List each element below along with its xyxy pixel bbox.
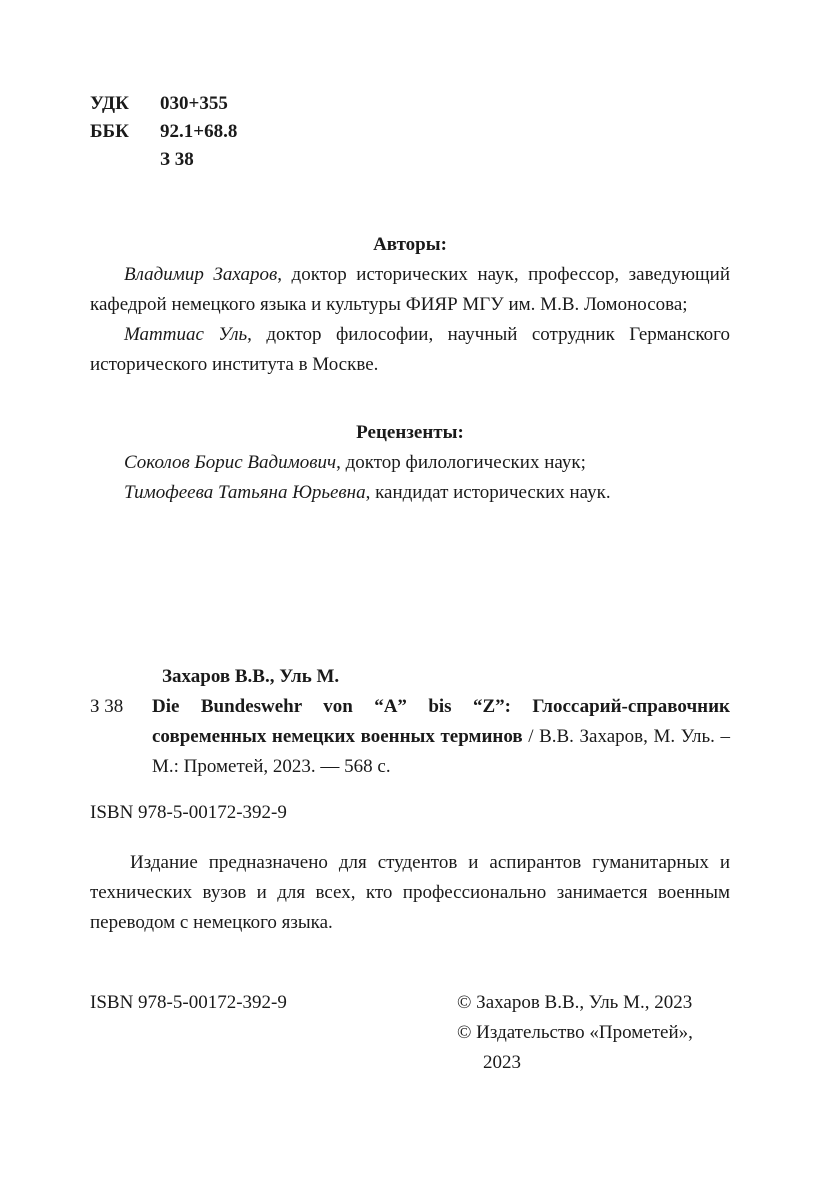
reviewer-description: , кандидат исторических наук. [365, 482, 611, 503]
reviewer-description: , доктор филологических наук; [336, 452, 586, 473]
udk-label: УДК [90, 93, 129, 114]
reviewers-heading: Рецензенты: [356, 422, 464, 443]
bbk-label: ББК [90, 121, 129, 142]
bbk-row [90, 118, 237, 146]
author-mark: З 38 [160, 149, 194, 170]
biblio-details: / В.В. Захаров, М. Уль. – М.: Прометей, 2023. — 568 с. [152, 726, 730, 777]
classification-block [90, 90, 237, 174]
reviewer-name: Соколов Борис Вадимович [124, 452, 337, 473]
book-title: Die Bundeswehr von “A” bis “Z”: Глоссарий-справочник современных немецких военных терминов [152, 696, 730, 747]
author-name: Маттиас Уль [124, 324, 248, 345]
author-mark-row [90, 146, 237, 174]
copyright-authors: © Захаров В.В., Уль М., 2023 [457, 992, 693, 1013]
udk-value: 030+355 [160, 93, 228, 114]
copyright-block [457, 988, 737, 1078]
bbk-value: 92.1+68.8 [160, 121, 238, 142]
reviewer-name: Тимофеева Татьяна Юрьевна [124, 482, 366, 503]
biblio-authors: Захаров В.В., Уль М. [162, 666, 340, 687]
biblio-text [152, 692, 730, 782]
author-description: , доктор исторических наук, профессор, заведующий кафедрой немецкого языка и культуры ФИЯР МГУ им. М.В. Ломоносова; [90, 264, 730, 315]
udk-row [90, 90, 237, 118]
authors-heading: Авторы: [373, 234, 447, 255]
bibliographic-record [90, 662, 730, 782]
isbn-bottom: ISBN 978-5-00172-392-9 [90, 992, 287, 1013]
biblio-entry [90, 692, 730, 782]
authors-section [90, 230, 730, 380]
annotation: Издание предназначено для студентов и аспирантов гуманитарных и технических вузов и для всех, кто профессионально занимается военным переводом с немецкого языка. [90, 852, 730, 933]
reviewer-entry [90, 448, 730, 478]
copyright-year: 2023 [483, 1052, 521, 1073]
reviewer-entry [90, 478, 730, 508]
copyright-publisher: © Издательство «Прометей», [457, 1022, 693, 1043]
author-description: , доктор философии, научный сотрудник Германского исторического института в Москве. [90, 324, 730, 375]
author-entry [90, 320, 730, 380]
author-entry [90, 260, 730, 320]
isbn-top: ISBN 978-5-00172-392-9 [90, 802, 287, 823]
author-name: Владимир Захаров [124, 264, 278, 285]
biblio-code: З 38 [90, 696, 124, 717]
reviewers-section [90, 418, 730, 508]
